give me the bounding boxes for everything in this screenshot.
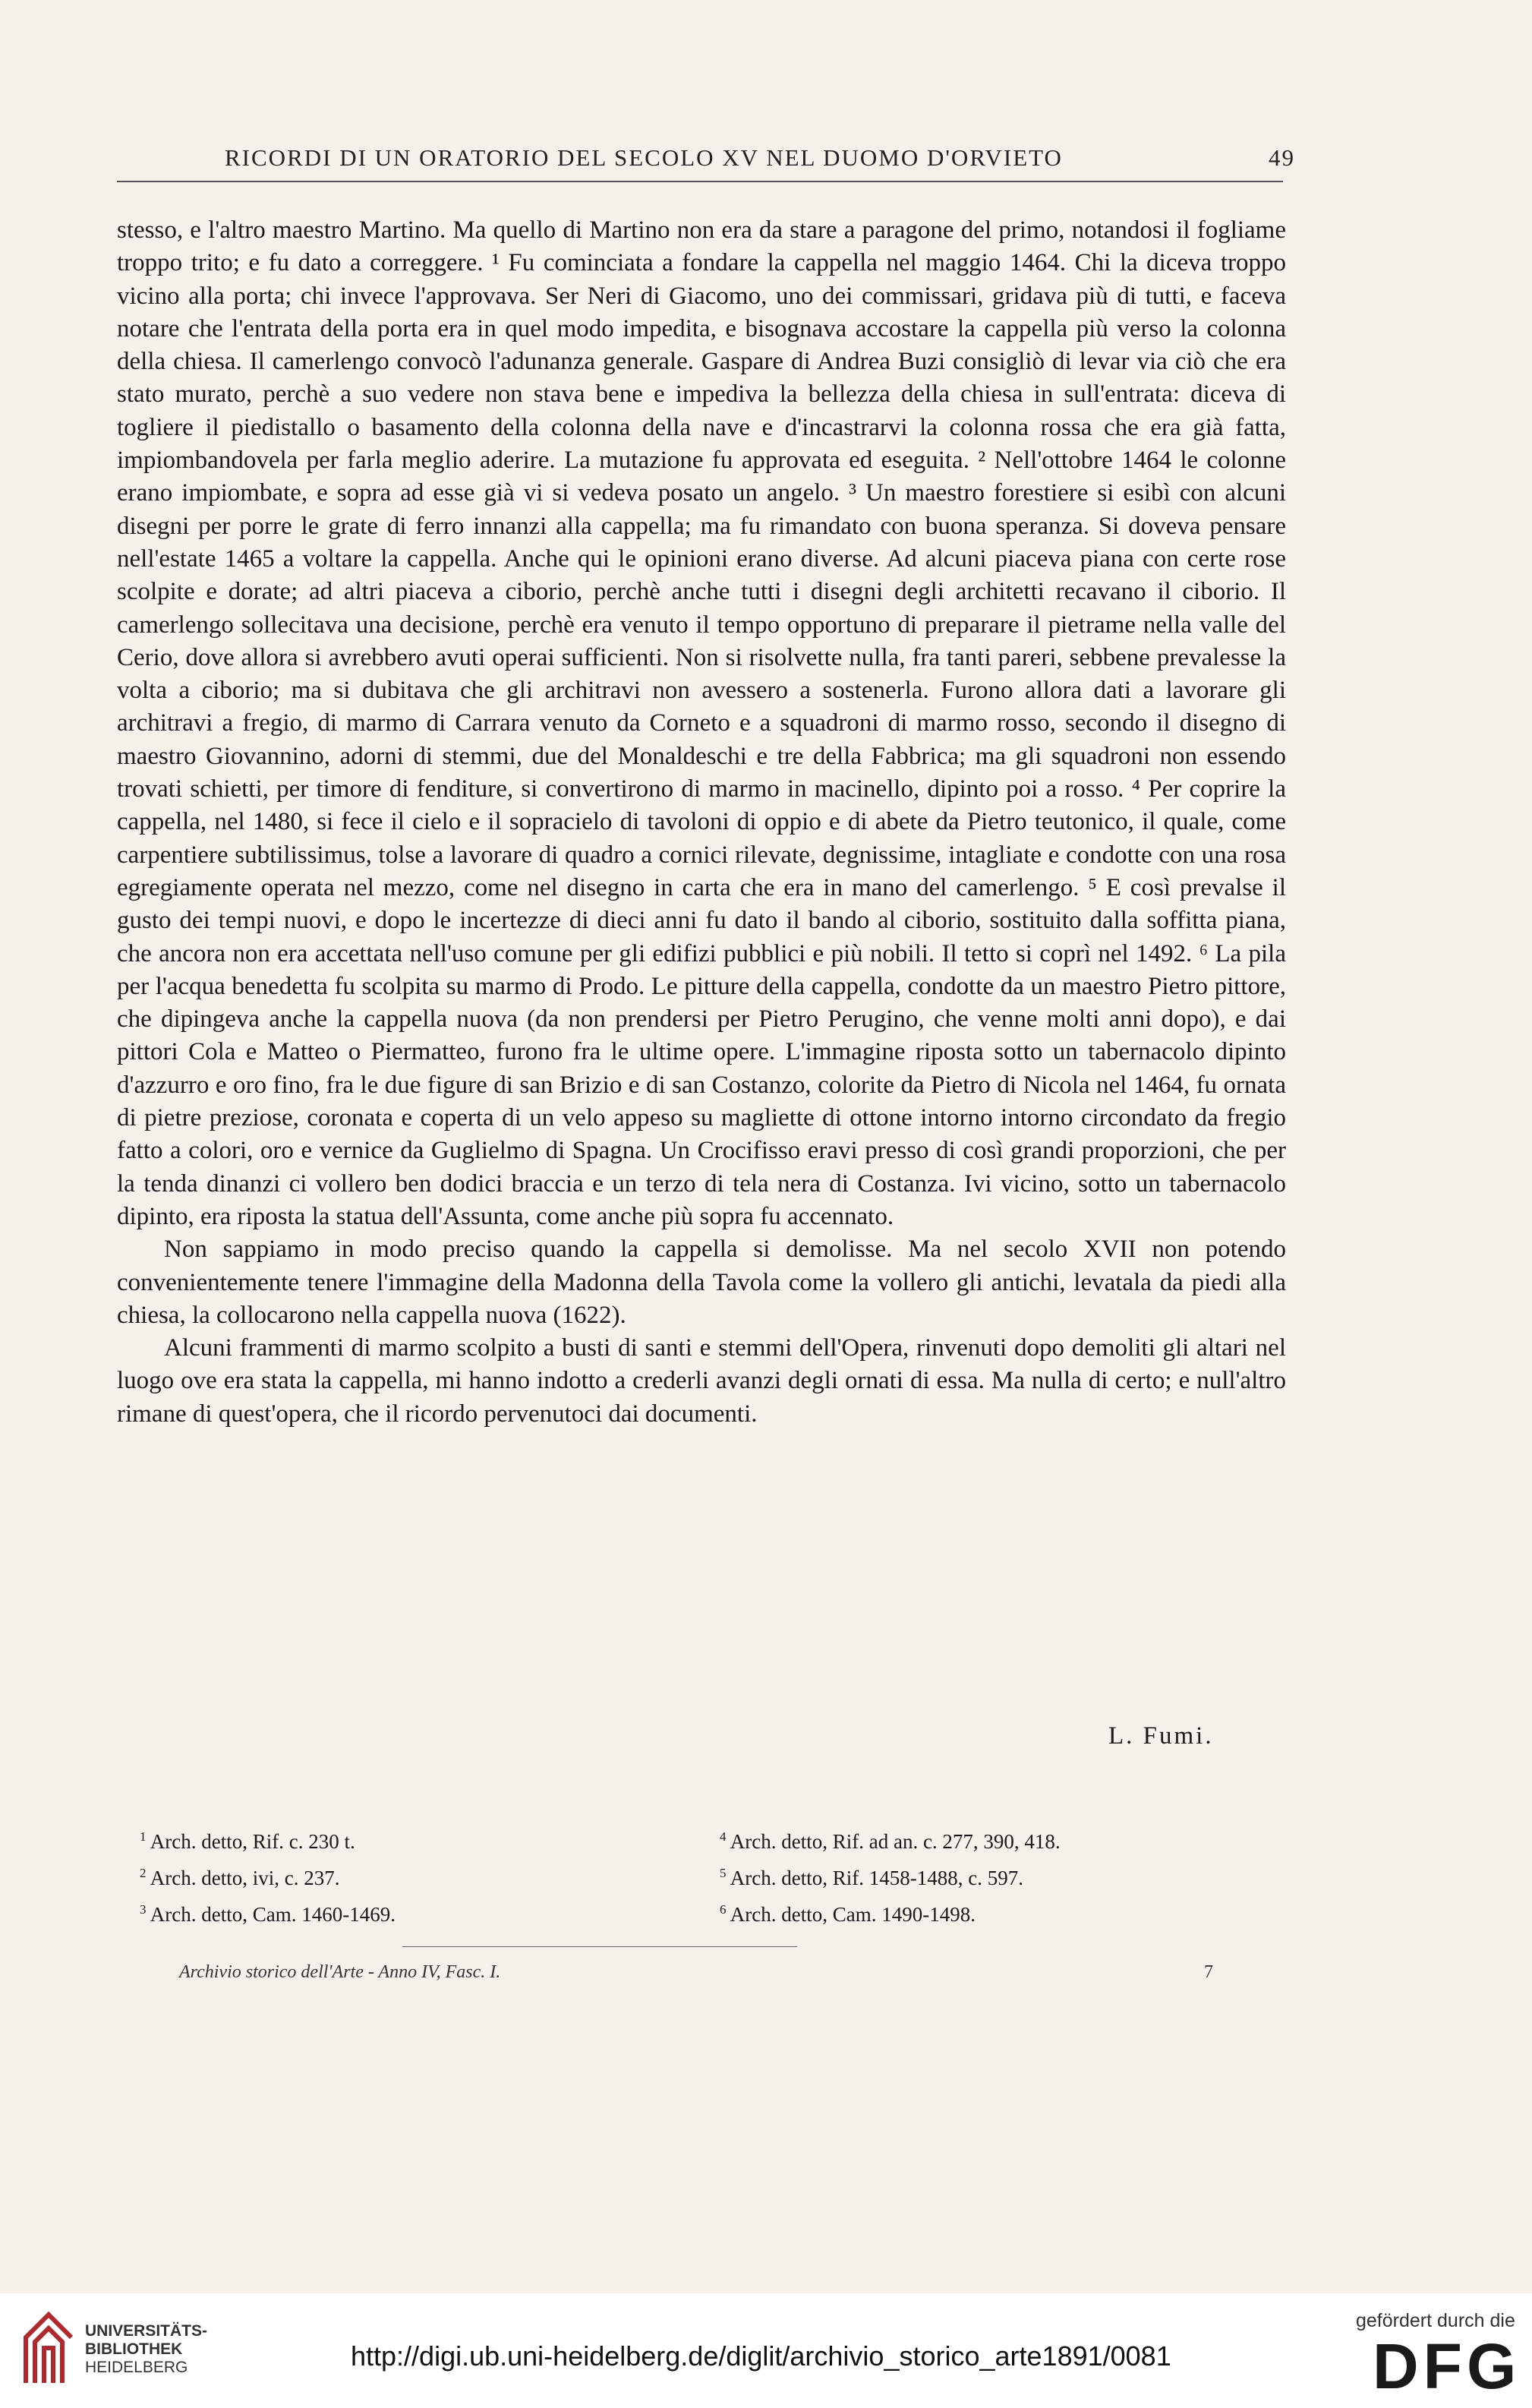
footnotes-left bbox=[140, 1821, 396, 1930]
page-number: 49 bbox=[1269, 144, 1295, 171]
footnote-6: $^6$ Arch. detto, Cam. 1490-1498. bbox=[720, 1902, 976, 1926]
university-library-logo-icon bbox=[18, 2307, 79, 2391]
funded-by-label: gefördert durch die bbox=[1356, 2310, 1515, 2331]
library-name: UNIVERSITÄTS- BIBLIOTHEK HEIDELBERG bbox=[85, 2322, 208, 2376]
paragraph-1: stesso, e l'altro maestro Martino. Ma quello di Martino non era da stare a paragone del primo, notandosi il fogliame troppo trito; e fu dato a correggere. ¹ Fu cominciata a fondare la cappella nel maggio 1464. Chi la diceva troppo vicino alla porta; chi invece l'approvava. Ser Neri di Giacomo, uno dei commissari, gridava più di tutti, e faceva notare che l'entrata della porta era in quel modo impedita, e bisognava accostare la cappella più verso la colonna della chiesa. Il camerlengo convocò l'adunanza generale. Gaspare di Andrea Buzi consigliò di levar via ciò che era stato murato, perchè a suo vedere non stava bene e impediva la bellezza della chiesa in sull'entrata: diceva di togliere il piedistallo o basamento della colonna della nave e d'incastrarvi la colonna rossa che era già fatta, impiombandovela per farla meglio aderire. La mutazione fu approvata ed eseguita. ² Nell'ottobre 1464 le colonne erano impiombate, e sopra ad esse già vi si vedeva posato un angelo. ³ Un maestro forestiere si esibì con alcuni disegni per porre le grate di ferro innanzi alla cappella; ma fu rimandato con buona speranza. Si doveva pensare nell'estate 1465 a voltare la cappella. Anche qui le opinioni erano diverse. Ad alcuni piaceva piana con certe rose scolpite e dorate; ad altri piaceva a ciborio, perchè anche tutti i disegni degli architetti recavano il ciborio. Il camerlengo sollecitava una decisione, perchè era venuto il tempo opportuno di preparare il pietrame nella valle del Cerio, dove allora si avrebbero avuti operai sufficienti. Non si risolvette nulla, fra tanti pareri, sebbene prevalesse la volta a ciborio; ma si dubitava che gli architravi non avessero a sostenerla. Furono allora dati a lavorare gli architravi a fregio, di marmo di Carrara venuto da Corneto e a squadroni di marmo rosso, secondo il disegno di maestro Giovannino, adorni di stemmi, due del Monaldeschi e tre della Fabbrica; ma gli squadroni non essendo trovati schietti, per timore di fenditure, si convertirono di marmo in macinello, dipinto poi a rosso. ⁴ Per coprire la cappella, nel 1480, si fece il cielo e il sopracielo di tavoloni di oppio e di abete da Pietro teutonico, il quale, come carpentiere subtilissimus, tolse a lavorare di quadro a cornici rilevate, degnissime, intagliate e condotte con una rosa egregiamente operata nel mezzo, come nel disegno in carta che era in mano del camerlengo. ⁵ E così prevalse il gusto dei tempi nuovi, e dopo le incertezze di dieci anni fu dato il bando al ciborio, sostituito dalla soffitta piana, che ancora non era accettata nell'uso comune per gli edifizi pubblici e più nobili. Il tetto si coprì nel 1492. ⁶ La pila per l'acqua benedetta fu scolpita su marmo di Prodo. Le pitture della cappella, condotte da un maestro Pietro pittore, che dipingeva anche la cappella nuova (da non prendersi per Pietro Perugino, che venne molti anni dopo), e dai pittori Cola e Matteo o Piermatteo, furono fra le ultime opere. L'immagine riposta sotto un tabernacolo dipinto d'azzurro e oro fino, fra le due figure di san Brizio e di san Costanzo, colorite da Pietro di Nicola nel 1464, fu ornata di pietre preziose, coronata e coperta di un velo appeso su magliette di ottone intorno intorno circondato da fregio fatto a colori, oro e vernice da Guglielmo di Spagna. Un Crocifisso eravi presso di così grandi proporzioni, che per la tenda dinanzi ci vollero ben dodici braccia e un terzo di tela nera di Costanza. Ivi vicino, sotto un tabernacolo dipinto, era riposta la statua dell'Assunta, come anche più sopra fu accennato. bbox=[117, 216, 1286, 1230]
footnotes-right bbox=[720, 1821, 1061, 1930]
footnote-1: $^1$ Arch. detto, Rif. c. 230 t. bbox=[140, 1829, 355, 1853]
header-rule bbox=[117, 181, 1283, 182]
signature-mark: 7 bbox=[1204, 1962, 1213, 1982]
author-signature: L. Fumi. bbox=[1108, 1722, 1214, 1750]
imprint-rule bbox=[402, 1946, 797, 1947]
footnote-3: $^3$ Arch. detto, Cam. 1460-1469. bbox=[140, 1902, 396, 1926]
permalink-url[interactable]: http://digi.ub.uni-heidelberg.de/diglit/archivio_storico_arte1891/0081 bbox=[351, 2340, 1171, 2372]
running-title: RICORDI DI UN ORATORIO DEL SECOLO XV NEL DUOMO D'ORVIETO bbox=[225, 144, 1063, 171]
dfg-logo: DFG bbox=[1373, 2331, 1521, 2402]
body-text bbox=[117, 214, 1286, 1431]
viewer-footer bbox=[0, 2293, 1532, 2408]
paragraph-3: Alcuni frammenti di marmo scolpito a busti di santi e stemmi dell'Opera, rinvenuti dopo demoliti gli altari nel luogo ove era stata la cappella, mi hanno indotto a crederli avanzi degli ornati di essa. Ma nulla di certo; e null'altro rimane di quest'opera, che il ricordo pervenutoci dai documenti. bbox=[117, 1334, 1286, 1428]
journal-imprint: Archivio storico dell'Arte - Anno IV, Fasc. I. bbox=[179, 1962, 501, 1982]
footnote-4: $^4$ Arch. detto, Rif. ad an. c. 277, 390, 418. bbox=[720, 1829, 1061, 1853]
paragraph-2: Non sappiamo in modo preciso quando la cappella si demolisse. Ma nel secolo XVII non potendo convenientemente tenere l'immagine della Madonna della Tavola come la vollero gli antichi, levatala da piedi alla chiesa, la collocarono nella cappella nuova (1622). bbox=[117, 1236, 1286, 1329]
footnote-2: $^2$ Arch. detto, ivi, c. 237. bbox=[140, 1866, 340, 1889]
footnote-5: $^5$ Arch. detto, Rif. 1458-1488, c. 597. bbox=[720, 1866, 1023, 1889]
